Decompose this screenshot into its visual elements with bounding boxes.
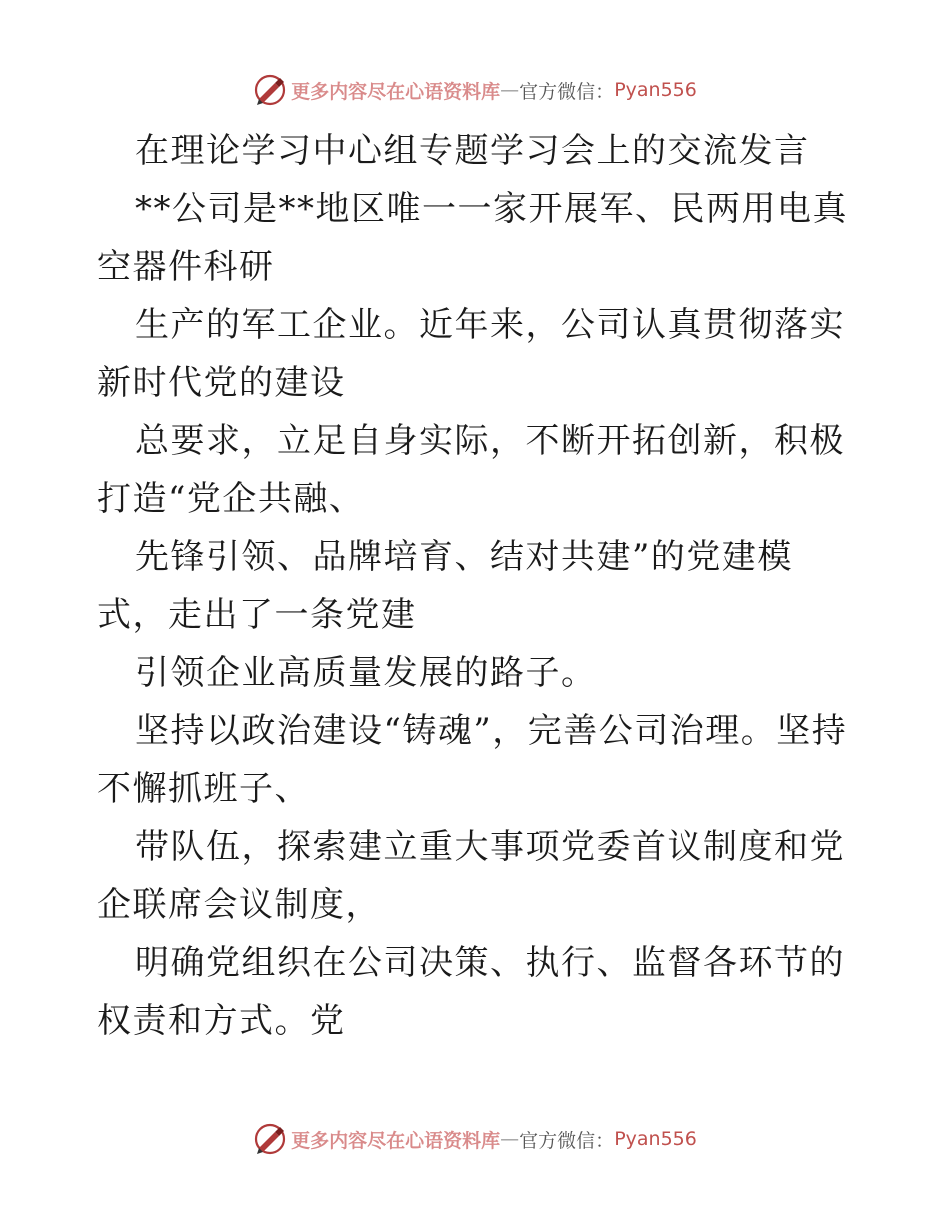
document-body — [97, 122, 857, 1050]
paragraph: 总要求，立足自身实际，不断开拓创新，积极打造“党企共融、 — [97, 421, 845, 519]
footer-banner — [0, 1119, 950, 1159]
banner-text: 更多内容尽在心语资料库 — [291, 80, 501, 103]
wechat-label: 官方微信： — [519, 80, 615, 103]
wechat-id: Pyan556 — [614, 1128, 697, 1150]
document-title: 在理论学习中心组专题学习会上的交流发言 — [135, 131, 810, 171]
paragraph: **公司是**地区唯一一家开展军、民两用电真空器件科研 — [97, 189, 848, 287]
paragraph: 先锋引领、品牌培育、结对共建”的党建模式，走出了一条党建 — [97, 537, 793, 635]
paragraph: 明确党组织在公司决策、执行、监督各环节的权责和方式。党 — [97, 943, 845, 1041]
banner-dash: — — [500, 1128, 520, 1150]
banner-text: 更多内容尽在心语资料库 — [291, 1129, 501, 1152]
writing-pen-logo-icon — [253, 73, 287, 107]
wechat-label: 官方微信： — [519, 1129, 615, 1152]
paragraph: 带队伍，探索建立重大事项党委首议制度和党企联席会议制度， — [97, 827, 845, 925]
banner-dash: — — [500, 79, 520, 101]
wechat-id: Pyan556 — [614, 79, 697, 101]
paragraph: 坚持以政治建设“铸魂”，完善公司治理。坚持不懈抓班子、 — [97, 711, 848, 809]
paragraph: 引领企业高质量发展的路子。 — [135, 653, 597, 693]
writing-pen-logo-icon — [253, 1122, 287, 1156]
paragraph: 生产的军工企业。近年来，公司认真贯彻落实新时代党的建设 — [97, 305, 845, 403]
header-banner — [0, 70, 950, 110]
